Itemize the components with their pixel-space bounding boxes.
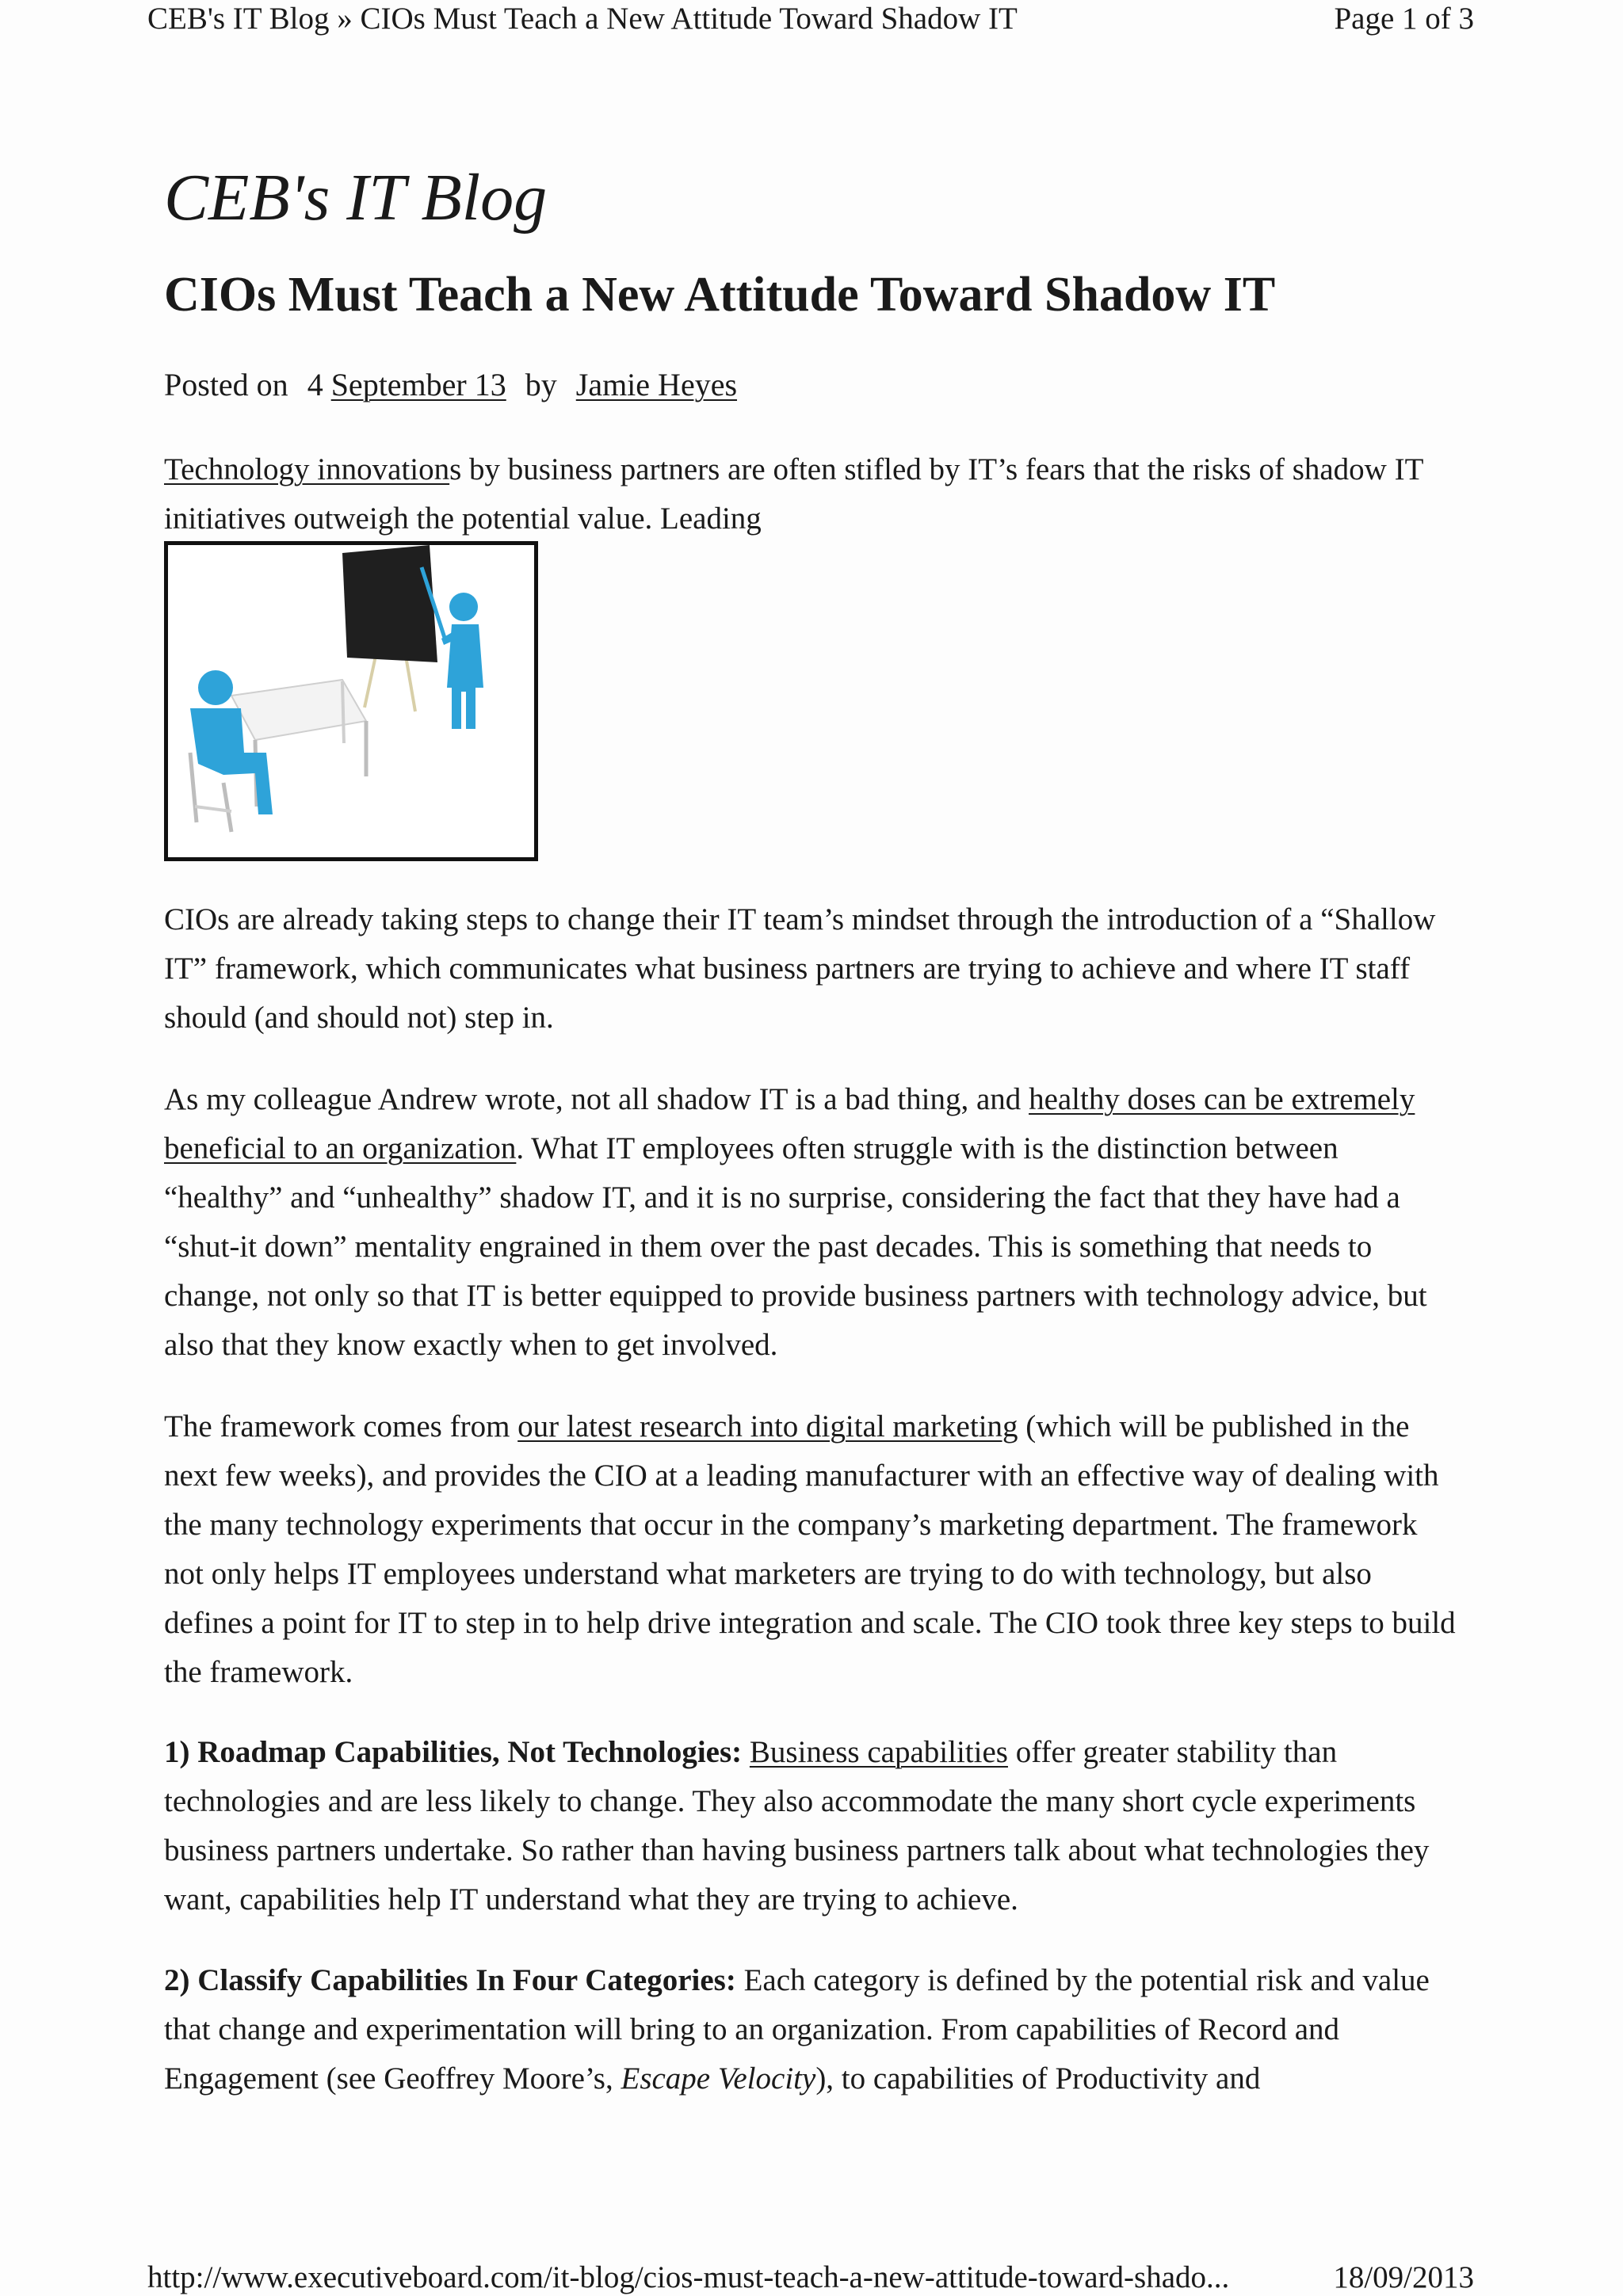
print-footer-url: http://www.executiveboard.com/it-blog/cios-must-teach-a-new-attitude-toward-shado...	[147, 2260, 1230, 2294]
paragraph-text: (which will be published in the next few weeks), and provides the CIO at a leading manufacturer with an effective way of dealing with the many technology experiments that occur in the company’s marketing department. The framework not only helps IT employees understand what marketers are trying to do with technology, but also defines a point for IT to step in to help drive integration and scale. The CIO took three key steps to build the framework.	[164, 1409, 1456, 1689]
step-2-paragraph	[164, 1956, 1464, 2103]
framework-paragraph	[164, 1402, 1464, 1697]
shallow-it-paragraph: CIOs are already taking steps to change their IT team’s mindset through the introduction of a “Shallow IT” framework, which communicates what business partners are trying to achieve and where IT staff should (and should not) step in.	[164, 902, 1436, 1035]
technology-innovation-link[interactable]: Technology innovation	[164, 452, 450, 486]
paragraph-text: As my colleague Andrew wrote, not all shadow IT is a bad thing, and	[164, 1082, 1029, 1116]
paragraph-text: ), to capabilities of Productivity and	[815, 2061, 1261, 2096]
intro-text: s by business partners are often stifled by IT’s fears that the risks of shadow IT initiatives outweigh the potential value. Leading	[164, 452, 1423, 536]
healthy-doses-link[interactable]: healthy doses can be extremely beneficial to an organization	[164, 1082, 1415, 1165]
print-header-page-number: Page 1 of 3	[1334, 2, 1474, 36]
post-date-link[interactable]: September 13	[330, 367, 506, 402]
business-capabilities-link[interactable]: Business capabilities	[749, 1735, 1008, 1769]
digital-marketing-research-link[interactable]: our latest research into digital marketing	[517, 1409, 1018, 1444]
post-day: 4	[307, 367, 323, 402]
print-footer-date: 18/09/2013	[1333, 2260, 1474, 2294]
print-header-title: CEB's IT Blog » CIOs Must Teach a New Attitude Toward Shadow IT	[147, 2, 1018, 36]
post-title[interactable]: CIOs Must Teach a New Attitude Toward Shadow IT	[164, 268, 1276, 322]
paragraph-text: Each category is defined by the potential risk and value that change and experimentation will bring to an organization. From capabilities of Record and Engagement (see Geoffrey Moore’s,	[164, 1963, 1430, 2096]
step-2-heading: 2) Classify Capabilities In Four Categories:	[164, 1963, 736, 1997]
book-title: Escape Velocity	[621, 2061, 816, 2096]
step-1-paragraph	[164, 1728, 1464, 1924]
paragraph-text: . What IT employees often struggle with is the distinction between “healthy” and “unhealthy” shadow IT, and it is no surprise, considering the fact that they have had a “shut-it down” mentality engrained in them over the past decades. This is something that needs to change, not only so that IT is better equipped to provide business partners with technology advice, but also that they know exactly when to get involved.	[164, 1131, 1427, 1362]
paragraph-text: The framework comes from	[164, 1409, 518, 1444]
by-label: by	[525, 367, 557, 402]
healthy-shadow-it-paragraph	[164, 1075, 1464, 1370]
author-link[interactable]: Jamie Heyes	[575, 367, 738, 402]
posted-on-label: Posted on	[164, 367, 288, 402]
teacher-presentation-illustration	[168, 545, 534, 857]
paragraph-text: offer greater stability than technologies and are less likely to change. They also accommodate the many short cycle experiments business partners undertake. So rather than having business partners talk about what technologies they want, capabilities help IT understand what they are trying to achieve.	[164, 1735, 1430, 1917]
step-1-heading: 1) Roadmap Capabilities, Not Technologies:	[164, 1735, 743, 1769]
article-image	[164, 541, 538, 861]
post-meta	[164, 363, 737, 407]
intro-paragraph	[164, 445, 1464, 543]
blackboard-shape	[342, 545, 437, 662]
blog-title[interactable]: CEB's IT Blog	[164, 161, 548, 235]
